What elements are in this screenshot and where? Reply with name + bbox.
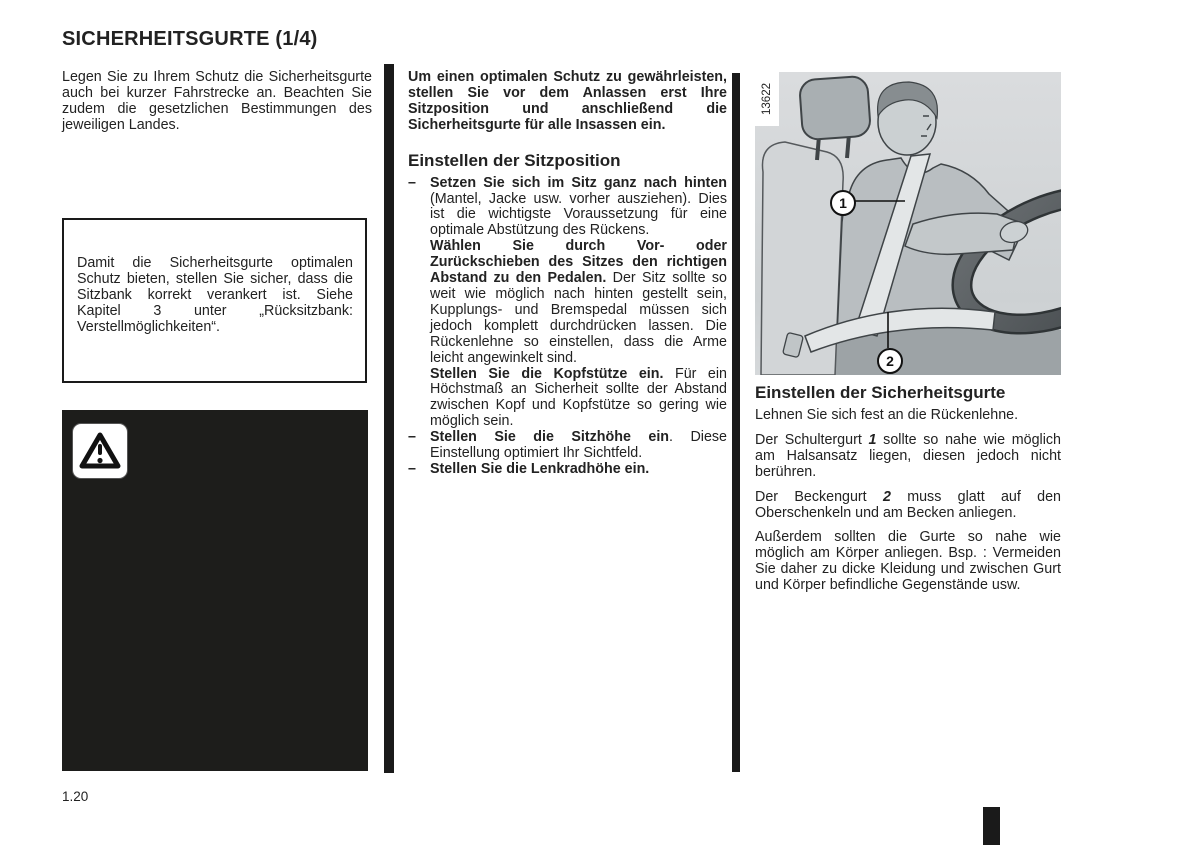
callout-1-shoulder-belt: 1	[830, 190, 856, 216]
bullet-dash: –	[408, 460, 416, 477]
text-segment: Der Beckengurt	[755, 488, 883, 505]
bullet-text	[430, 176, 727, 240]
text-segment: sollte so nahe wie möglich am Halsansatz liegen, diesen jedoch nicht berühren.	[755, 431, 1061, 480]
text-segment: 1	[868, 431, 877, 448]
text-segment: 2	[882, 488, 891, 505]
corner-print-mark	[983, 807, 1000, 845]
seatbelt-illustration	[755, 72, 1061, 375]
bullet-dash	[408, 239, 430, 366]
bullet-dash: –	[408, 429, 416, 446]
bullet-dash	[408, 367, 430, 431]
text-segment: Stellen Sie die Kopfstütze ein.	[430, 365, 664, 382]
note-text: Damit die Sicherheitsgurte optimalen Schutz bieten, stellen Sie sicher, dass die Sitzbank korrekt verankert ist. Siehe Kapitel 3 unter „Rücksitzbank: Verstellmöglichkeiten“.	[77, 255, 353, 335]
warning-box	[62, 410, 368, 771]
text-segment: muss glatt auf den Oberschenkeln und am Becken anliegen.	[755, 488, 1061, 521]
text-segment: Für ein Höchstmaß an Sicherheit sollte der Abstand zwischen Kopf und Kopfstütze so gering wie möglich sein.	[430, 365, 728, 430]
warning-triangle-icon	[72, 423, 128, 479]
paragraph	[755, 530, 1061, 594]
text-segment: Der Schultergurt	[755, 431, 869, 448]
list-item	[408, 367, 727, 431]
text-segment: (Mantel, Jacke usw. vorher ausziehen). Dies ist die wichtigste Voraussetzung für eine optimale Abstützung des Rückens.	[430, 190, 727, 239]
driver-seat-drawing	[755, 72, 1061, 375]
text-segment: . Diese Einstellung optimiert Ihr Sichtfeld.	[430, 429, 728, 462]
paragraph	[755, 408, 1061, 424]
list-item	[408, 239, 727, 366]
text-segment: Wählen Sie durch Vor- oder Zurückschieben des Sitzes den richtigen Abstand zu den Pedalen.	[430, 238, 727, 287]
list-item	[408, 462, 727, 478]
text-segment: Lehnen Sie sich fest an die Rückenlehne.	[755, 407, 1019, 423]
page-title: SICHERHEITSGURTE (1/4)	[62, 28, 318, 50]
text-segment: Stellen Sie die Sitzhöhe ein	[430, 429, 670, 446]
callout-2-lap-belt: 2	[877, 348, 903, 374]
middle-column	[408, 70, 727, 478]
middle-intro-paragraph: Um einen optimalen Schutz zu gewährleisten, stellen Sie vor dem Anlassen erst Ihre Sitzposition und anschließend die Sicherheitsgurte für alle Insassen ein.	[408, 69, 727, 133]
seat-position-heading: Einstellen der Sitzposition	[408, 150, 621, 170]
seatbelt-paragraphs	[755, 408, 1061, 603]
bullet-text	[430, 367, 727, 431]
bullet-text	[430, 462, 727, 478]
page-number: 1.20	[62, 789, 89, 804]
text-segment: Stellen Sie die Lenkradhöhe ein.	[430, 460, 650, 477]
left-intro-paragraph: Legen Sie zu Ihrem Schutz die Sicherheitsgurte auch bei kurzer Fahrstrecke an. Beachten Sie zudem die gesetzlichen Bestimmungen des jeweiligen Landes.	[62, 69, 372, 133]
list-item	[408, 430, 727, 462]
bullet-dash: –	[408, 174, 416, 191]
text-segment: Außerdem sollten die Gurte so nahe wie möglich am Körper anliegen. Bsp. : Vermeiden Sie daher zu dicke Kleidung und zwischen Gurt und Körper befindliche Gegenstände usw.	[755, 529, 1061, 594]
note-box	[62, 218, 367, 383]
seat-position-list	[408, 176, 727, 478]
list-item	[408, 176, 727, 240]
bullet-text	[430, 430, 727, 462]
figure-number-label: 13622	[755, 72, 779, 126]
text-segment: Setzen Sie sich im Sitz ganz nach hinten	[430, 174, 727, 191]
paragraph	[755, 490, 1061, 522]
text-segment: Der Sitz sollte so weit wie möglich nach hinten gestellt sein, Kupplungs- und Bremspedal müssen sich jedoch komplett durchdrücken lassen. Die Rückenlehne so einstellen, dass die Arme leicht angewinkelt sind.	[430, 270, 728, 366]
bullet-text	[430, 239, 727, 366]
column-divider-bar-left	[384, 64, 394, 773]
seatbelt-adjust-heading: Einstellen der Sicherheitsgurte	[755, 383, 1006, 402]
paragraph	[755, 433, 1061, 481]
column-divider-bar-right	[732, 73, 740, 772]
